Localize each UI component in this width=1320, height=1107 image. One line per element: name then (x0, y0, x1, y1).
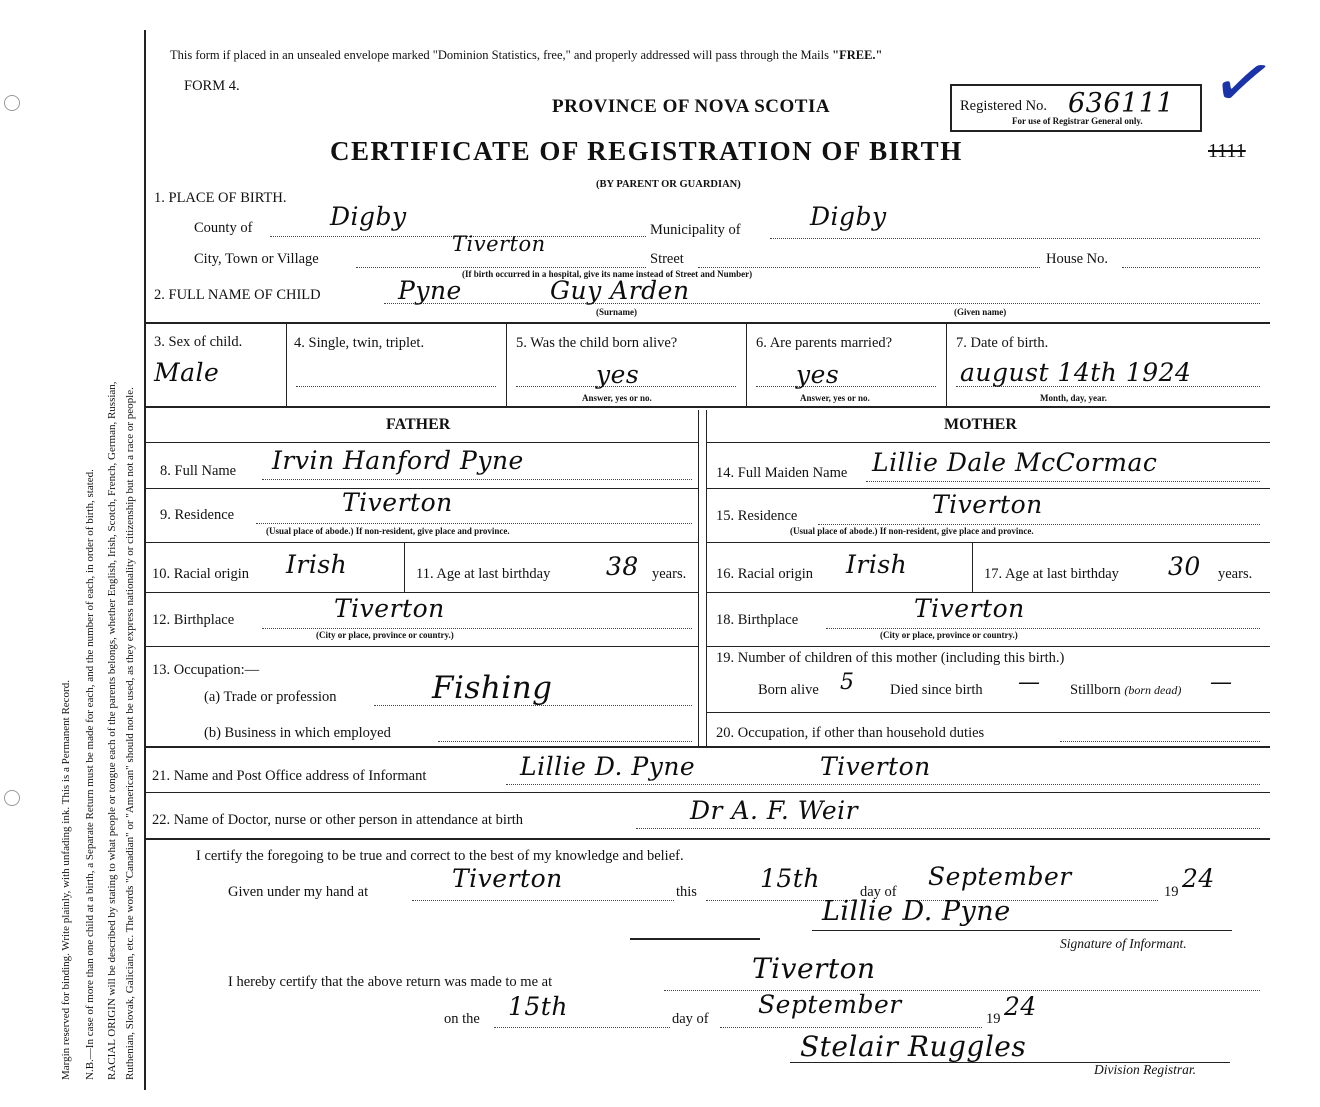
doctor-name: Dr A. F. Weir (690, 796, 859, 825)
father-heading: FATHER (386, 416, 451, 433)
given-year-prefix: 19 (1164, 884, 1179, 900)
registrar-day: 15th (508, 992, 568, 1021)
margin-note-multiple-births: N.B.—In case of more than one child at a birth, a Separate Return must be made for each, and the number of each, in order of birth, stated. (84, 469, 96, 1080)
father-residence-label: 9. Residence (160, 507, 235, 523)
informant-label: 21. Name and Post Office address of Informant (152, 768, 427, 784)
sex-value: Male (154, 358, 220, 387)
mother-racial-label: 16. Racial origin (716, 566, 814, 582)
father-age-value: 38 (606, 552, 639, 581)
mother-birthplace-value: Tiverton (914, 594, 1025, 623)
parents-married-value: yes (796, 360, 840, 389)
corner-mark: 1111 (1208, 140, 1246, 162)
mother-heading: MOTHER (944, 416, 1017, 433)
binding-hole (4, 790, 20, 806)
child-name-label: 2. FULL NAME OF CHILD (154, 287, 321, 303)
county-value: Digby (330, 202, 407, 231)
registrar-signature: Stelair Ruggles (800, 1030, 1027, 1063)
registrar-day-of-label: day of (672, 1011, 709, 1027)
day-of-label: day of (860, 884, 897, 900)
certification-statement: I certify the foregoing to be true and correct to the best of my knowledge and belief. (196, 848, 684, 864)
registered-number: 636111 (1068, 88, 1175, 119)
father-trade-value: Fishing (432, 670, 553, 706)
born-alive-label: 5. Was the child born alive? (516, 335, 678, 351)
born-alive-value: yes (596, 360, 640, 389)
mother-age-years: years. (1218, 566, 1253, 582)
date-of-birth-note: Month, day, year. (1040, 393, 1107, 403)
given-under-label: Given under my hand at (228, 884, 369, 900)
margin-note-racial-origin: RACIAL ORIGIN will be described by stating to what people or tongue each of the parents belongs, whether English, Irish, Scotch, French, German, Russian, (106, 381, 118, 1080)
municipality-label: Municipality of (650, 222, 741, 238)
mother-age-label: 17. Age at last birthday (984, 566, 1119, 582)
city-label: City, Town or Village (194, 251, 319, 267)
registered-label: Registered No. (960, 98, 1047, 114)
place-of-birth-label: 1. PLACE OF BIRTH. (154, 190, 287, 206)
page-title: CERTIFICATE OF REGISTRATION OF BIRTH (330, 136, 963, 166)
subtitle: (BY PARENT OR GUARDIAN) (596, 179, 741, 190)
date-of-birth-value: august 14th 1924 (960, 358, 1192, 387)
father-residence-note: (Usual place of abode.) If non-resident, give place and province. (266, 526, 510, 536)
father-trade-label: (a) Trade or profession (204, 689, 337, 705)
born-alive-note: Answer, yes or no. (582, 393, 652, 403)
county-label: County of (194, 220, 253, 236)
check-icon: ✓ (1204, 37, 1282, 131)
mother-children-label: 19. Number of children of this mother (including this birth.) (716, 650, 1065, 666)
given-day: 15th (760, 864, 820, 893)
mother-birthplace-note: (City or place, province or country.) (880, 630, 1018, 640)
given-name-note: (Given name) (954, 307, 1007, 317)
father-racial-value: Irish (286, 550, 348, 579)
father-residence-value: Tiverton (342, 488, 453, 517)
registrar-signature-label: Division Registrar. (1094, 1062, 1197, 1077)
born-alive-count: 5 (840, 670, 855, 695)
registrar-note: For use of Registrar General only. (1012, 116, 1143, 126)
margin-note-binding: Margin reserved for binding. Write plainly, with unfading ink. This is a Permanent Record. (60, 680, 72, 1080)
doctor-label: 22. Name of Doctor, nurse or other person in attendance at birth (152, 812, 524, 828)
mother-residence-label: 15. Residence (716, 508, 798, 524)
father-birthplace-value: Tiverton (334, 594, 445, 623)
informant-address: Tiverton (820, 752, 931, 781)
city-value: Tiverton (452, 232, 546, 256)
father-age-label: 11. Age at last birthday (416, 566, 551, 582)
mother-age-value: 30 (1168, 552, 1201, 581)
house-number-label: House No. (1046, 251, 1109, 267)
registrar-statement: I hereby certify that the above return was made to me at (228, 974, 553, 990)
margin-note-nationality: Ruthenian, Slovak, Galician, etc. The words "Canadian" or "American" should not be used, as they express nationality or citizenship but not a race or people. (124, 387, 136, 1080)
stillborn-label: Stillborn (born dead) (1070, 682, 1182, 698)
child-given-name: Guy Arden (550, 276, 690, 305)
parents-married-label: 6. Are parents married? (756, 335, 893, 351)
mother-birthplace-label: 18. Birthplace (716, 612, 799, 628)
mail-notice: This form if placed in an unsealed envelope marked "Dominion Statistics, free," and properly addressed will pass through the Mails "FREE." (170, 48, 883, 62)
street-label: Street (650, 251, 684, 267)
municipality-value: Digby (810, 202, 887, 231)
multiple-birth-label: 4. Single, twin, triplet. (294, 335, 425, 351)
surname-note: (Surname) (596, 307, 637, 317)
died-since-birth-label: Died since birth (890, 682, 983, 698)
mother-racial-value: Irish (846, 550, 908, 579)
this-label: this (676, 884, 697, 900)
died-since-birth-value: — (1018, 670, 1041, 695)
given-place: Tiverton (452, 864, 563, 893)
hospital-note: (If birth occurred in a hospital, give its name instead of Street and Number) (462, 269, 753, 279)
informant-name: Lillie D. Pyne (520, 752, 696, 781)
on-the-label: on the (444, 1011, 480, 1027)
informant-signature: Lillie D. Pyne (822, 896, 1011, 927)
margin-rule (144, 30, 146, 1090)
province-heading: PROVINCE OF NOVA SCOTIA (552, 96, 831, 117)
father-business-label: (b) Business in which employed (204, 725, 391, 741)
given-month: September (928, 862, 1072, 891)
mother-residence-value: Tiverton (932, 490, 1043, 519)
father-birthplace-label: 12. Birthplace (152, 612, 235, 628)
father-occupation-label: 13. Occupation:— (152, 662, 260, 678)
father-birthplace-note: (City or place, province or country.) (316, 630, 454, 640)
given-year: 24 (1182, 864, 1215, 893)
mother-name-label: 14. Full Maiden Name (716, 465, 848, 481)
registrar-place: Tiverton (752, 952, 876, 985)
mother-residence-note: (Usual place of abode.) If non-resident, give place and province. (790, 526, 1034, 536)
binding-hole (4, 95, 20, 111)
registrar-year-prefix: 19 (986, 1011, 1001, 1027)
form-number: FORM 4. (184, 78, 240, 94)
mother-occupation-label: 20. Occupation, if other than household duties (716, 725, 985, 741)
registrar-month: September (758, 990, 902, 1019)
child-surname: Pyne (398, 276, 462, 305)
registrar-year: 24 (1004, 992, 1037, 1021)
date-of-birth-label: 7. Date of birth. (956, 335, 1049, 351)
informant-signature-label: Signature of Informant. (1060, 936, 1187, 951)
father-age-years: years. (652, 566, 687, 582)
sex-label: 3. Sex of child. (154, 334, 243, 350)
father-name-label: 8. Full Name (160, 463, 237, 479)
mother-name-value: Lillie Dale McCormac (872, 448, 1158, 477)
parents-married-note: Answer, yes or no. (800, 393, 870, 403)
born-alive-count-label: Born alive (758, 682, 819, 698)
stillborn-value: — (1210, 670, 1233, 695)
father-racial-label: 10. Racial origin (152, 566, 250, 582)
registration-box (950, 84, 1202, 132)
father-name-value: Irvin Hanford Pyne (272, 446, 524, 475)
